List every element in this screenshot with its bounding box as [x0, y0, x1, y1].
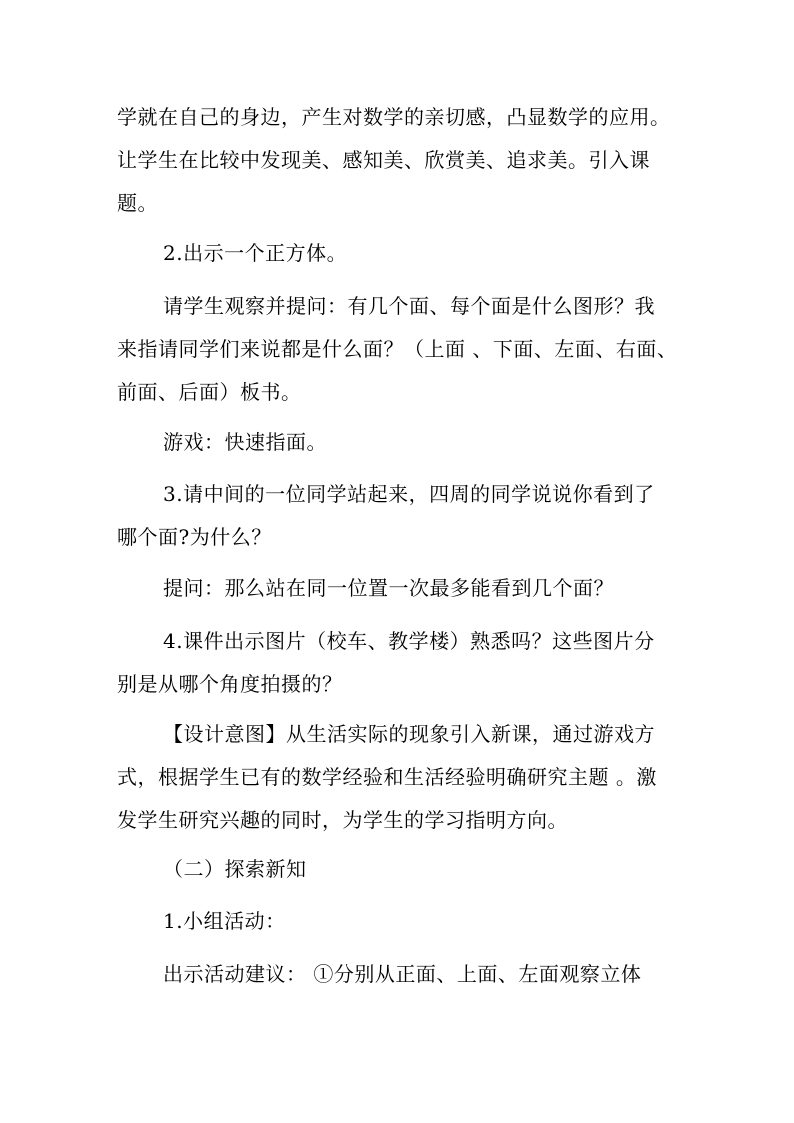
paragraph-step-2 — [117, 232, 679, 275]
paragraph-step-4 — [117, 620, 679, 706]
text-line: （二）探索新知 — [163, 857, 307, 881]
text-line: 学就在自己的身边，产生对数学的亲切感，凸显数学的应用。 — [117, 105, 671, 129]
text-line: 1.小组活动： — [163, 909, 286, 933]
text-line: 题。 — [117, 191, 158, 215]
text-line: 前面、后面）板书。 — [117, 380, 302, 404]
paragraph-game — [117, 421, 679, 464]
text-line: 来指请同学们来说都是什么面？（上面 、下面、左面、右面、 — [117, 337, 678, 361]
text-line: 请学生观察并提问：有几个面、每个面是什么图形？我 — [163, 294, 655, 318]
paragraph-group-activity — [117, 900, 679, 943]
text-line: 哪个面?为什么？ — [117, 525, 272, 549]
paragraph-question-faces — [117, 285, 679, 414]
text-line: 提问：那么站在同一位置一次最多能看到几个面？ — [163, 576, 614, 600]
text-line: 2.出示一个正方体。 — [163, 241, 348, 265]
text-line: 式，根据学生已有的数学经验和生活经验明确研究主题 。激 — [117, 765, 657, 789]
text-line: 3.请中间的一位同学站起来，四周的同学说说你看到了 — [163, 482, 655, 506]
text-line: 别是从哪个角度拍摄的？ — [117, 672, 343, 696]
paragraph-design-intent — [117, 713, 679, 842]
paragraph-activity-suggestion — [117, 953, 679, 996]
text-line: 发学生研究兴趣的同时，为学生的学习指明方向。 — [117, 808, 568, 832]
text-line: 【设计意图】从生活实际的现象引入新课，通过游戏方 — [163, 722, 655, 746]
paragraph-intro-continuation — [117, 96, 679, 225]
paragraph-question-max-faces — [117, 567, 679, 610]
section-heading-explore — [117, 848, 679, 891]
text-line: 4.课件出示图片（校车、教学楼）熟悉吗？这些图片分 — [163, 629, 655, 653]
text-line: 出示活动建议： ①分别从正面、上面、左面观察立体 — [163, 962, 642, 986]
text-line: 让学生在比较中发现美、感知美、欣赏美、追求美。引入课 — [117, 148, 650, 172]
text-line: 游戏：快速指面。 — [163, 430, 327, 454]
paragraph-step-3 — [117, 473, 679, 559]
